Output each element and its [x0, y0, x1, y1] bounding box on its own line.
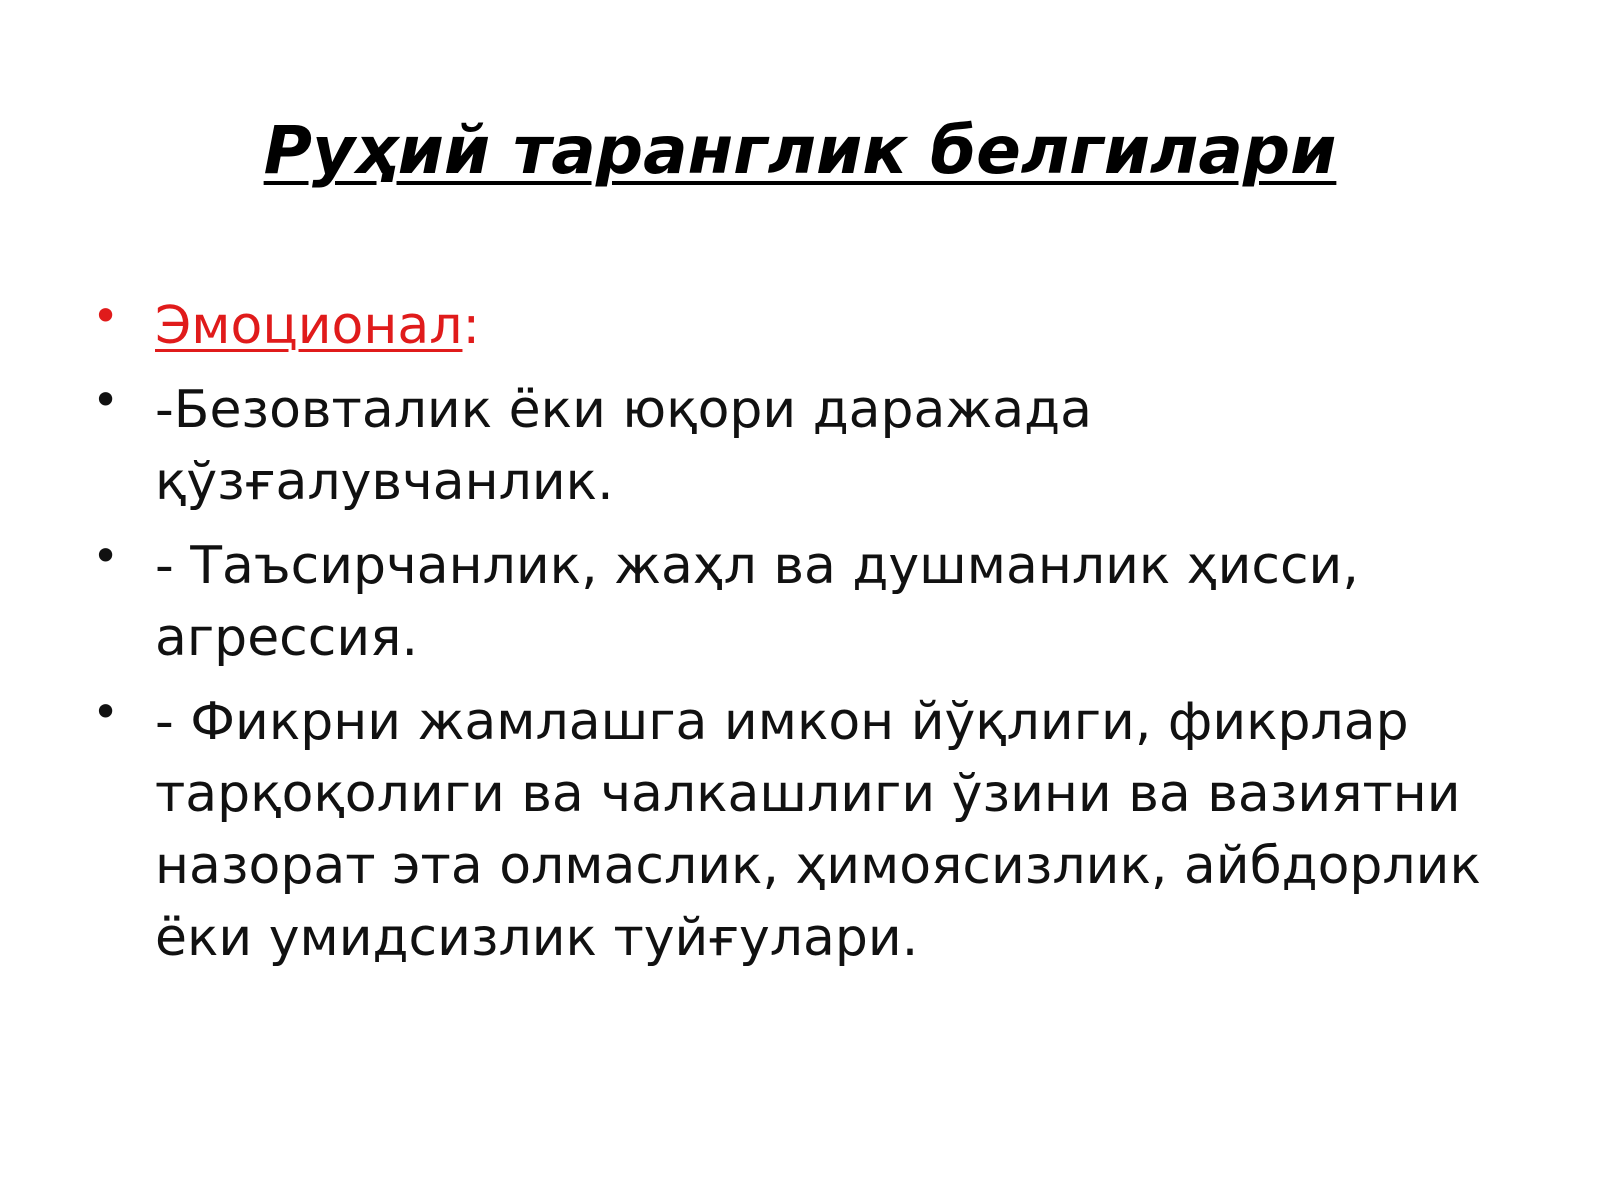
emotional-heading: Эмоционал	[155, 296, 463, 356]
bullet-item-restlessness	[92, 374, 1532, 518]
bullet-item-irritability	[92, 530, 1532, 674]
slide-title: Руҳий таранглик белгилари	[263, 112, 1337, 190]
bullet-icon: •	[92, 685, 120, 739]
bullet-icon: •	[92, 529, 120, 583]
emotional-heading-colon: :	[462, 296, 480, 356]
bullet-text: - Таъсирчанлик, жаҳл ва душманлик ҳисси, агрессия.	[155, 536, 1359, 668]
bullet-text: - Фикрни жамлашга имкон йўқлиги, фикрлар тарқоқолиги ва чалкашлиги ўзини ва вазиятни назорат эта олмаслик, ҳимоясизлик, айбдорлик ёки умидсизлик туйғулари.	[155, 692, 1481, 968]
bullet-text: -Безовталик ёки юқори даражада қўзғалувчанлик.	[155, 380, 1092, 512]
bullet-icon: •	[92, 289, 120, 343]
bullet-icon: •	[92, 373, 120, 427]
bullet-list	[92, 290, 1532, 986]
bullet-item-emotional	[92, 290, 1532, 362]
bullet-item-concentration	[92, 686, 1532, 974]
